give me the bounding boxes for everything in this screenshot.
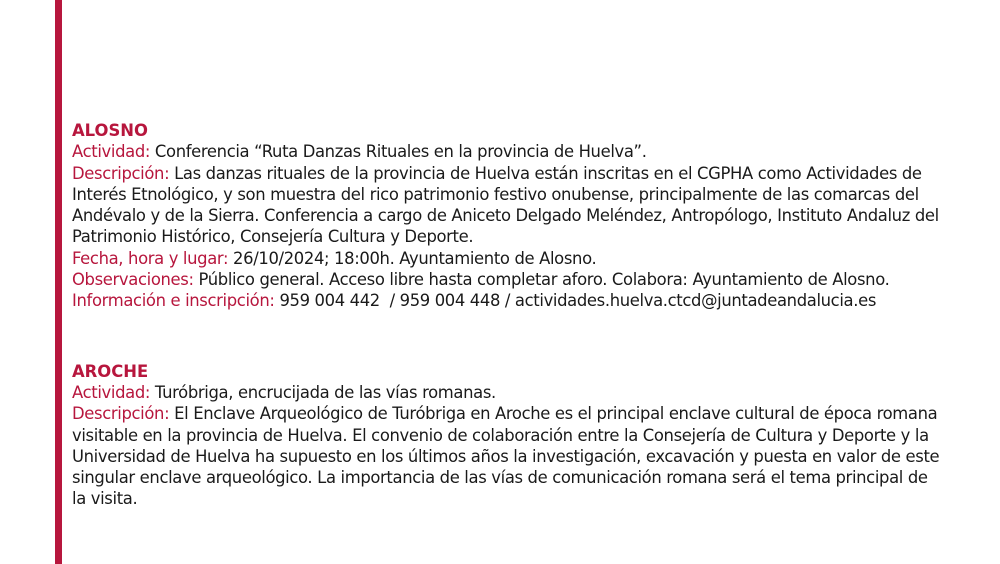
actividad-label: Actividad: (72, 382, 151, 402)
accent-side-bar (55, 0, 62, 564)
town-heading: ALOSNO (72, 121, 148, 140)
info-label: Información e inscripción: (72, 291, 275, 311)
info-value: 959 004 442 / 959 004 448 / actividades.huelva.ctcd@juntadeandalucia.es (279, 291, 877, 311)
entry-alosno (72, 120, 942, 312)
info-field (72, 290, 942, 311)
observaciones-value: Público general. Acceso libre hasta completar aforo. Colabora: Ayuntamiento de Alosno. (198, 270, 890, 290)
actividad-value: Turóbriga, encrucijada de las vías romanas. (154, 382, 496, 402)
actividad-field (72, 382, 942, 403)
actividad-label: Actividad: (72, 142, 151, 162)
observaciones-label: Observaciones: (72, 270, 194, 290)
document-body (72, 120, 942, 510)
descripcion-field (72, 163, 942, 248)
fecha-field (72, 248, 942, 269)
observaciones-field (72, 269, 942, 290)
fecha-value: 26/10/2024; 18:00h. Ayuntamiento de Alosno. (233, 248, 597, 268)
actividad-field (72, 141, 942, 162)
town-heading: AROCHE (72, 361, 149, 381)
descripcion-field (72, 403, 942, 509)
descripcion-label: Descripción: (72, 404, 170, 424)
fecha-label: Fecha, hora y lugar: (72, 248, 229, 268)
descripcion-value: El Enclave Arqueológico de Turóbriga en Aroche es el principal enclave cultural de época romana visitable en la provincia de Huelva. El convenio de colaboración entre la Consejería de Cultura y Deporte y la Universidad de Huelva ha supuesto en los últimos años la investigación, excavación y puesta en valor de este singular enclave arqueológico. La importancia de las vías de comunicación romana será el tema principal de la visita. (72, 404, 940, 509)
actividad-value: Conferencia “Ruta Danzas Rituales en la provincia de Huelva”. (154, 142, 647, 162)
descripcion-value: Las danzas rituales de la provincia de Huelva están inscritas en el CGPHA como Actividades de Interés Etnológico, y son muestra del rico patrimonio festivo onubense, principalmente de las comarcas del Andévalo y de la Sierra. Conferencia a cargo de Aniceto Delgado Meléndez, Antropólogo, Instituto Andaluz del Patrimonio Histórico, Consejería Cultura y Deporte. (72, 163, 939, 247)
entry-aroche (72, 361, 942, 510)
descripcion-label: Descripción: (72, 163, 170, 183)
